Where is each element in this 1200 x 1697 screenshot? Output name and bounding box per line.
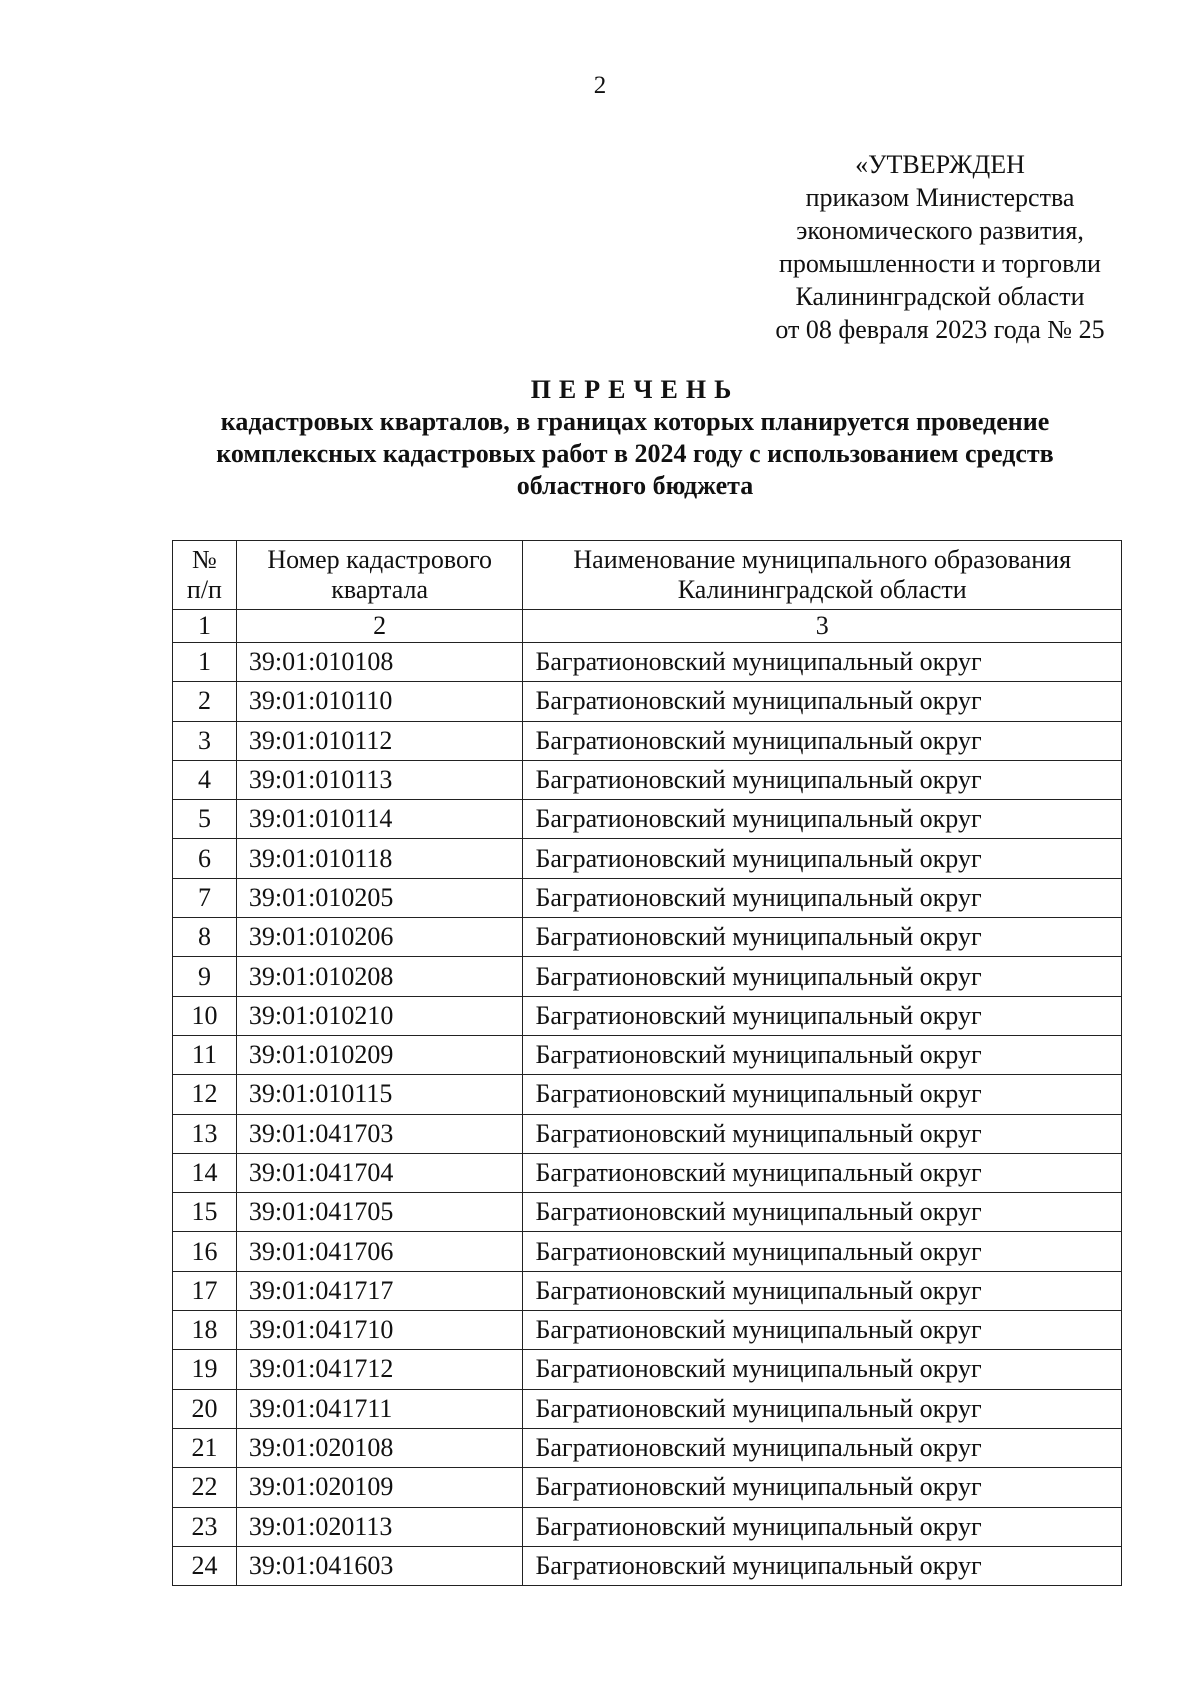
municipality-name: Багратионовский муниципальный округ [523, 1428, 1122, 1467]
column-number: 1 [173, 610, 237, 643]
table-row [173, 800, 1122, 839]
cadastral-number: 39:01:010205 [236, 878, 523, 917]
cadastral-number: 39:01:010210 [236, 996, 523, 1035]
table-row [173, 1271, 1122, 1310]
table-row [173, 1075, 1122, 1114]
cadastral-number: 39:01:010115 [236, 1075, 523, 1114]
municipality-name: Багратионовский муниципальный округ [523, 1075, 1122, 1114]
municipality-name: Багратионовский муниципальный округ [523, 996, 1122, 1035]
cadastral-number: 39:01:010108 [236, 643, 523, 682]
header-cadastral-number [236, 541, 523, 610]
title-line: комплексных кадастровых работ в 2024 году с использованием средств [216, 439, 1054, 468]
row-number: 12 [173, 1075, 237, 1114]
municipality-name: Багратионовский муниципальный округ [523, 1311, 1122, 1350]
municipality-name: Багратионовский муниципальный округ [523, 957, 1122, 996]
cadastral-number: 39:01:041703 [236, 1114, 523, 1153]
approval-line: приказом Министерства [805, 183, 1075, 212]
table-row [173, 1468, 1122, 1507]
row-number: 17 [173, 1271, 237, 1310]
cadastral-number: 39:01:010206 [236, 918, 523, 957]
row-number: 15 [173, 1193, 237, 1232]
header-text: Калининградской области [677, 575, 967, 604]
municipality-name: Багратионовский муниципальный округ [523, 1193, 1122, 1232]
municipality-name: Багратионовский муниципальный округ [523, 1389, 1122, 1428]
municipality-name: Багратионовский муниципальный округ [523, 1232, 1122, 1271]
row-number: 3 [173, 721, 237, 760]
cadastral-number: 39:01:041710 [236, 1311, 523, 1350]
approval-stamp [740, 148, 1140, 346]
municipality-name: Багратионовский муниципальный округ [523, 1035, 1122, 1074]
cadastral-number: 39:01:010113 [236, 760, 523, 799]
row-number: 23 [173, 1507, 237, 1546]
table-row [173, 957, 1122, 996]
row-number: 21 [173, 1428, 237, 1467]
table-row [173, 996, 1122, 1035]
approval-line: «УТВЕРЖДЕН [855, 150, 1025, 179]
table-row [173, 1311, 1122, 1350]
municipality-name: Багратионовский муниципальный округ [523, 1350, 1122, 1389]
table-row [173, 760, 1122, 799]
row-number: 11 [173, 1035, 237, 1074]
table-body [173, 643, 1122, 1586]
municipality-name: Багратионовский муниципальный округ [523, 1468, 1122, 1507]
table-row [173, 1350, 1122, 1389]
table-row [173, 1035, 1122, 1074]
cadastral-number: 39:01:041705 [236, 1193, 523, 1232]
table-row [173, 1389, 1122, 1428]
municipality-name: Багратионовский муниципальный округ [523, 643, 1122, 682]
approval-line: от 08 февраля 2023 года № 25 [775, 315, 1105, 344]
cadastral-number: 39:01:020108 [236, 1428, 523, 1467]
table-row [173, 1232, 1122, 1271]
row-number: 22 [173, 1468, 237, 1507]
header-municipality [523, 541, 1122, 610]
header-text: № [192, 545, 217, 574]
approval-line: экономического развития, [796, 216, 1084, 245]
table-header-row [173, 541, 1122, 610]
row-number: 16 [173, 1232, 237, 1271]
row-number: 10 [173, 996, 237, 1035]
approval-line: Калининградской области [795, 282, 1085, 311]
cadastral-number: 39:01:041711 [236, 1389, 523, 1428]
table-row [173, 839, 1122, 878]
cadastral-number: 39:01:041717 [236, 1271, 523, 1310]
header-text: квартала [331, 575, 429, 604]
municipality-name: Багратионовский муниципальный округ [523, 1153, 1122, 1192]
row-number: 19 [173, 1350, 237, 1389]
row-number: 13 [173, 1114, 237, 1153]
cadastral-quarters-table [172, 540, 1122, 1586]
title-line: кадастровых кварталов, в границах которых планируется проведение [220, 407, 1050, 436]
document-title [150, 374, 1120, 502]
municipality-name: Багратионовский муниципальный округ [523, 760, 1122, 799]
title-heading: ПЕРЕЧЕНЬ [530, 375, 740, 404]
table-row [173, 1114, 1122, 1153]
municipality-name: Багратионовский муниципальный округ [523, 1507, 1122, 1546]
municipality-name: Багратионовский муниципальный округ [523, 878, 1122, 917]
table-row [173, 682, 1122, 721]
municipality-name: Багратионовский муниципальный округ [523, 918, 1122, 957]
cadastral-number: 39:01:010208 [236, 957, 523, 996]
table-row [173, 1546, 1122, 1585]
cadastral-number: 39:01:010112 [236, 721, 523, 760]
row-number: 20 [173, 1389, 237, 1428]
municipality-name: Багратионовский муниципальный округ [523, 1271, 1122, 1310]
row-number: 6 [173, 839, 237, 878]
cadastral-number: 39:01:010118 [236, 839, 523, 878]
cadastral-number: 39:01:010110 [236, 682, 523, 721]
row-number: 9 [173, 957, 237, 996]
row-number: 2 [173, 682, 237, 721]
table-row [173, 1507, 1122, 1546]
municipality-name: Багратионовский муниципальный округ [523, 721, 1122, 760]
header-text: п/п [186, 575, 222, 604]
row-number: 7 [173, 878, 237, 917]
cadastral-number: 39:01:041706 [236, 1232, 523, 1271]
page-number: 2 [593, 72, 607, 99]
cadastral-number: 39:01:020109 [236, 1468, 523, 1507]
municipality-name: Багратионовский муниципальный округ [523, 839, 1122, 878]
row-number: 24 [173, 1546, 237, 1585]
cadastral-number: 39:01:041712 [236, 1350, 523, 1389]
cadastral-number: 39:01:041704 [236, 1153, 523, 1192]
table-row [173, 1428, 1122, 1467]
column-number-row [173, 610, 1122, 643]
row-number: 5 [173, 800, 237, 839]
header-text: Наименование муниципального образования [573, 545, 1072, 574]
cadastral-number: 39:01:041603 [236, 1546, 523, 1585]
column-number: 3 [523, 610, 1122, 643]
row-number: 18 [173, 1311, 237, 1350]
title-line: областного бюджета [516, 471, 754, 500]
cadastral-number: 39:01:010114 [236, 800, 523, 839]
table-row [173, 918, 1122, 957]
municipality-name: Багратионовский муниципальный округ [523, 682, 1122, 721]
row-number: 14 [173, 1153, 237, 1192]
table-row [173, 878, 1122, 917]
row-number: 8 [173, 918, 237, 957]
cadastral-number: 39:01:020113 [236, 1507, 523, 1546]
header-number [173, 541, 237, 610]
column-number: 2 [236, 610, 523, 643]
table-row [173, 721, 1122, 760]
municipality-name: Багратионовский муниципальный округ [523, 1114, 1122, 1153]
table-row [173, 643, 1122, 682]
table-row [173, 1153, 1122, 1192]
row-number: 1 [173, 643, 237, 682]
table-row [173, 1193, 1122, 1232]
municipality-name: Багратионовский муниципальный округ [523, 800, 1122, 839]
header-text: Номер кадастрового [267, 545, 492, 574]
approval-line: промышленности и торговли [779, 249, 1101, 278]
municipality-name: Багратионовский муниципальный округ [523, 1546, 1122, 1585]
cadastral-number: 39:01:010209 [236, 1035, 523, 1074]
row-number: 4 [173, 760, 237, 799]
